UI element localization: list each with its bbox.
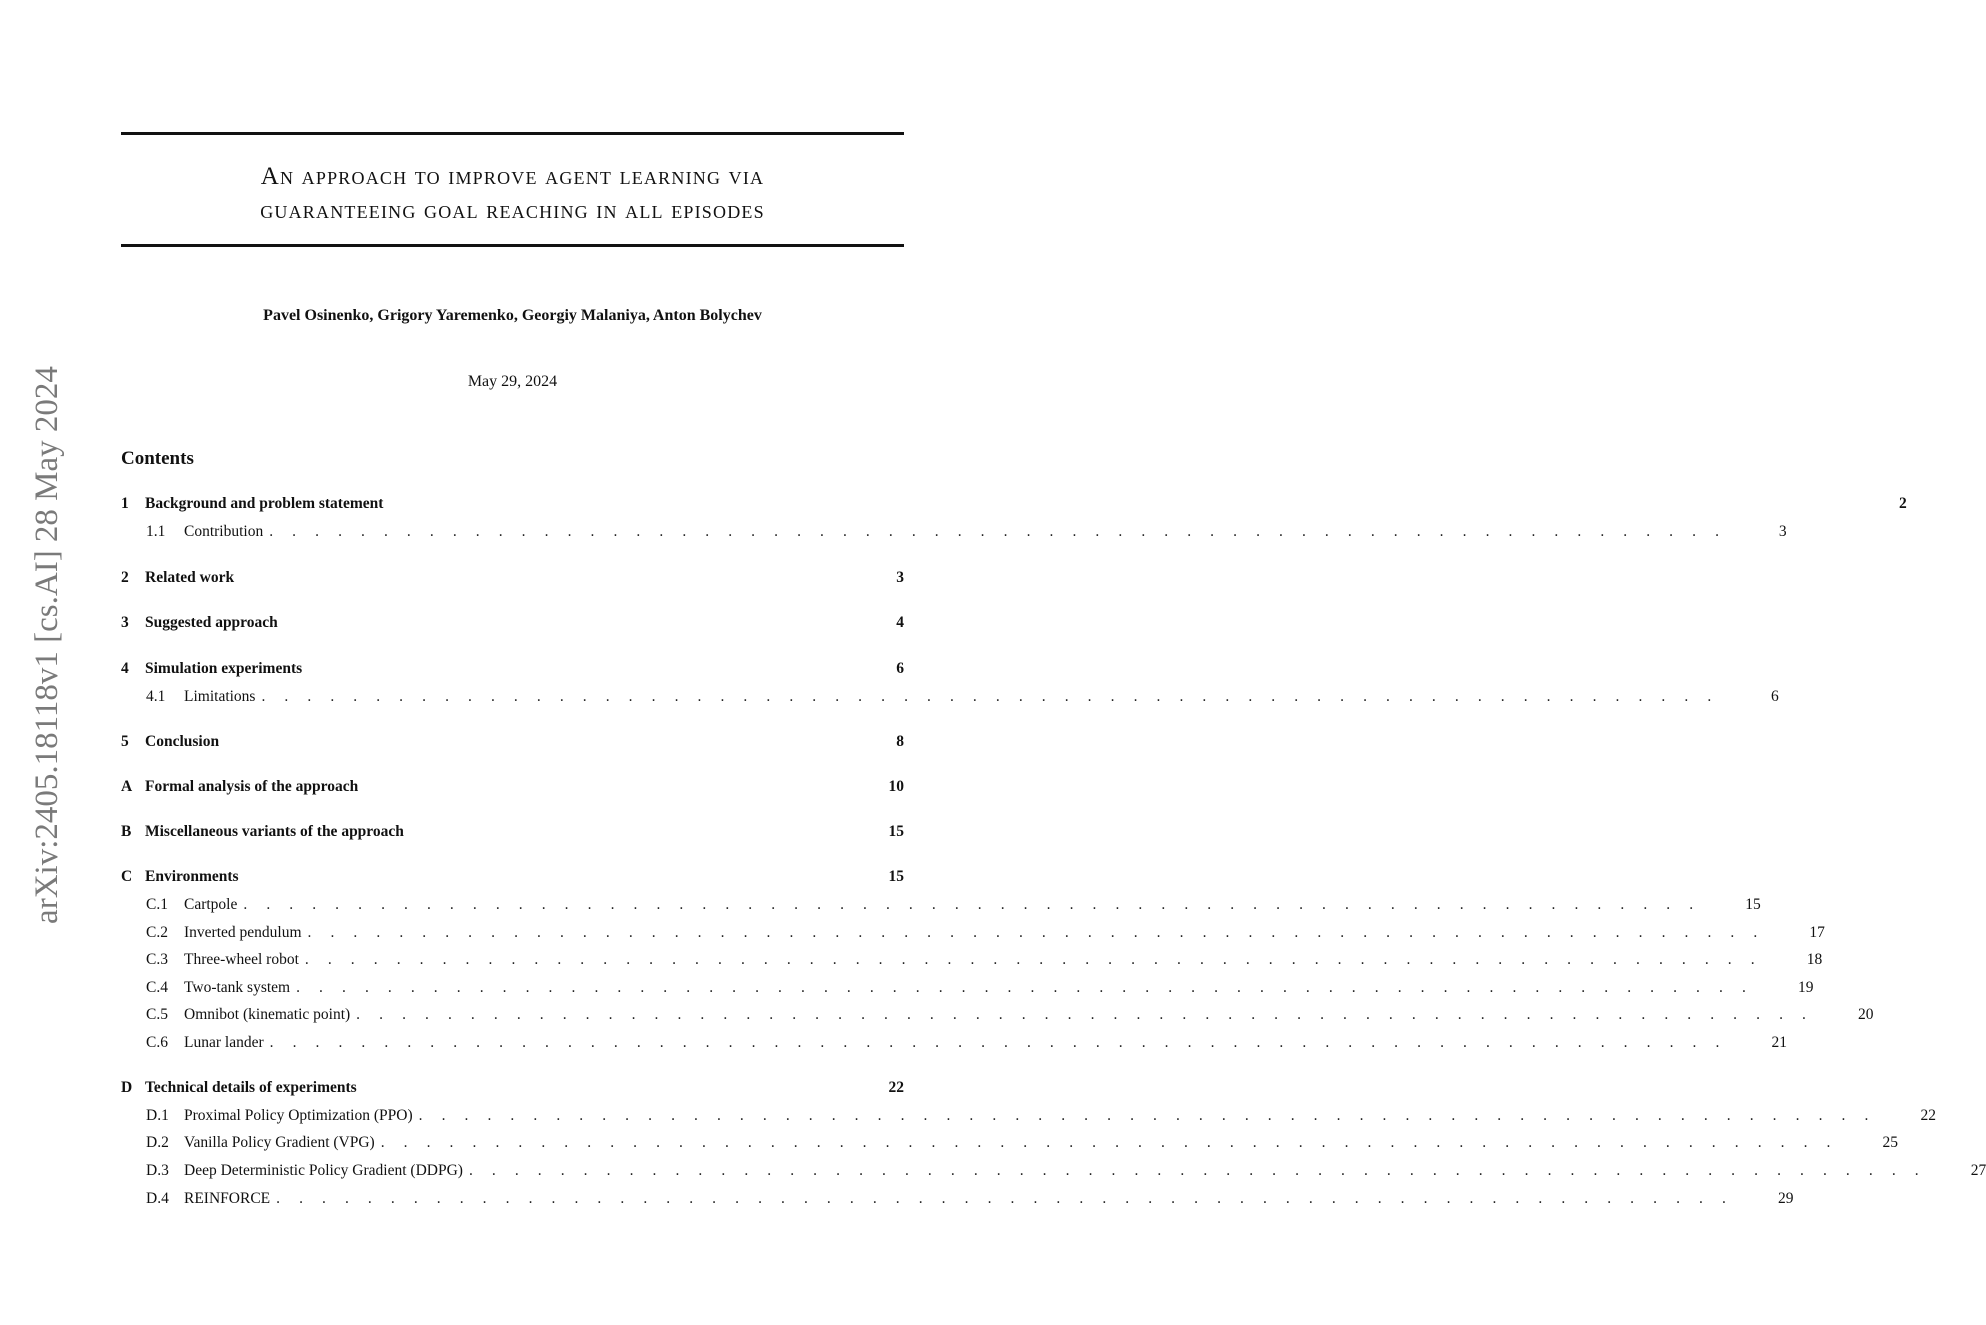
- toc-page: 27: [1970, 1162, 1986, 1179]
- toc-label: Three-wheel robot: [184, 951, 299, 968]
- toc-leader: . . . . . . . . . . . . . . . . . . . . . . . . . . . . . . . . . . . . . . . . . . . . . . . . . . . . . . . . . . . . . . . .: [380, 1134, 1839, 1151]
- toc-page: 22: [888, 1079, 904, 1096]
- toc-label: Two-tank system: [184, 979, 291, 996]
- toc-leader: . . . . . . . . . . . . . . . . . . . . . . . . . . . . . . . . . . . . . . . . . . . . . . . . . . . . . . . . . . . . . . . .: [243, 896, 1701, 913]
- toc-page: 25: [1882, 1134, 1899, 1151]
- toc-label: Omnibot (kinematic point): [184, 1006, 351, 1023]
- toc-label: Environments: [145, 868, 239, 885]
- toc-label: Related work: [145, 569, 235, 586]
- toc-page: 3: [1778, 523, 1787, 540]
- title-rule-top: [121, 132, 904, 135]
- toc-page: 8: [896, 733, 904, 750]
- toc-label: Contribution: [184, 523, 264, 540]
- toc-page: 15: [888, 823, 904, 840]
- toc-number: C: [121, 868, 133, 885]
- toc-page: 15: [1745, 896, 1761, 913]
- toc-entry[interactable]: [121, 1031, 1787, 1055]
- toc-leader: . . . . . . . . . . . . . . . . . . . . . . . . . . . . . . . . . . . . . . . . . . . . . . . . . . . . . . . . . . . . . . . .: [468, 1162, 1927, 1179]
- toc-entry[interactable]: [121, 657, 904, 681]
- toc-number: 4.1: [146, 688, 166, 705]
- toc-number: D: [121, 1079, 133, 1096]
- toc-entry[interactable]: [121, 1003, 1874, 1027]
- toc-page: 20: [1858, 1006, 1874, 1023]
- toc-entry[interactable]: [121, 1131, 1899, 1155]
- toc-number: C.2: [146, 924, 168, 941]
- toc-page: 22: [1920, 1107, 1936, 1124]
- toc-entry[interactable]: [121, 976, 1814, 1000]
- toc-entry[interactable]: [121, 1159, 1986, 1183]
- toc-leader: . . . . . . . . . . . . . . . . . . . . . . . . . . . . . . . . . . . . . . . . . . . . . . . . . . . . . . . . . . . . . . . .: [269, 523, 1727, 540]
- toc-number: 3: [121, 614, 129, 631]
- toc-entry[interactable]: [121, 520, 1787, 544]
- toc-leader: . . . . . . . . . . . . . . . . . . . . . . . . . . . . . . . . . . . . . . . . . . . . . . . . . . . . . . . . . . . . . . . .: [304, 951, 1763, 968]
- toc-label: Lunar lander: [184, 1034, 264, 1051]
- toc-leader: . . . . . . . . . . . . . . . . . . . . . . . . . . . . . . . . . . . . . . . . . . . . . . . . . . . . . . . . . . . . . . . .: [261, 688, 1719, 705]
- toc-number: 1.1: [146, 523, 166, 540]
- toc-number: C.1: [146, 896, 168, 913]
- toc-label: Limitations: [184, 688, 256, 705]
- arxiv-identifier: arXiv:2405.18118v1 [cs.AI] 28 May 2024: [29, 366, 65, 924]
- toc-entry[interactable]: [121, 948, 1823, 972]
- toc-number: 4: [121, 660, 129, 677]
- toc-label: Technical details of experiments: [145, 1079, 357, 1096]
- toc-number: 2: [121, 569, 129, 586]
- toc-entry[interactable]: [121, 730, 904, 754]
- toc-leader: . . . . . . . . . . . . . . . . . . . . . . . . . . . . . . . . . . . . . . . . . . . . . . . . . . . . . . . . . . . . . . . .: [307, 924, 1765, 941]
- toc-page: 15: [888, 868, 904, 885]
- toc-entry[interactable]: [121, 566, 904, 590]
- paper-title-line-2: guaranteeing goal reaching in all episodes: [260, 197, 765, 224]
- author-list: Pavel Osinenko, Grigory Yaremenko, Georgiy Malaniya, Anton Bolychev: [263, 307, 762, 324]
- toc-label: Deep Deterministic Policy Gradient (DDPG): [184, 1162, 463, 1179]
- toc-number: D.3: [146, 1162, 169, 1179]
- paper-title-line-1: An approach to improve agent learning via: [260, 163, 765, 190]
- toc-number: 5: [121, 733, 129, 750]
- paper-title: [121, 160, 904, 228]
- toc-number: A: [121, 778, 133, 795]
- toc-label: Proximal Policy Optimization (PPO): [184, 1107, 413, 1124]
- toc-entry[interactable]: [121, 611, 904, 635]
- toc-page: 6: [896, 660, 904, 677]
- toc-page: 18: [1806, 951, 1823, 968]
- toc-entry[interactable]: [121, 1104, 1936, 1128]
- toc-entry[interactable]: [121, 865, 904, 889]
- toc-leader: . . . . . . . . . . . . . . . . . . . . . . . . . . . . . . . . . . . . . . . . . . . . . . . . . . . . . . . . . . . . . . . .: [418, 1107, 1876, 1124]
- contents-heading: Contents: [121, 448, 194, 469]
- toc-entry[interactable]: [121, 1076, 904, 1100]
- toc-number: D.4: [146, 1190, 169, 1207]
- toc-entry[interactable]: [121, 1187, 1794, 1211]
- toc-leader: . . . . . . . . . . . . . . . . . . . . . . . . . . . . . . . . . . . . . . . . . . . . . . . . . . . . . . . . . . . . . . . .: [269, 1034, 1727, 1051]
- toc-label: Simulation experiments: [145, 660, 303, 677]
- toc-page: 2: [1899, 495, 1907, 512]
- toc-number: C.3: [146, 951, 168, 968]
- toc-label: Formal analysis of the approach: [145, 778, 359, 795]
- toc-label: Miscellaneous variants of the approach: [145, 823, 404, 840]
- toc-page: 4: [896, 614, 904, 631]
- toc-label: Suggested approach: [145, 614, 278, 631]
- toc-label: Inverted pendulum: [184, 924, 302, 941]
- toc-page: 29: [1777, 1190, 1794, 1207]
- toc-entry[interactable]: [121, 775, 904, 799]
- toc-entry[interactable]: [121, 893, 1761, 917]
- toc-page: 19: [1797, 979, 1814, 996]
- toc-leader: . . . . . . . . . . . . . . . . . . . . . . . . . . . . . . . . . . . . . . . . . . . . . . . . . . . . . . . . . . . . . . . .: [356, 1006, 1814, 1023]
- toc-page: 10: [888, 778, 904, 795]
- toc-entry[interactable]: [121, 492, 1907, 516]
- toc-number: D.1: [146, 1107, 169, 1124]
- toc-page: 6: [1771, 688, 1779, 705]
- toc-number: C.4: [146, 979, 168, 996]
- toc-number: B: [121, 823, 132, 840]
- toc-label: Cartpole: [184, 896, 238, 913]
- toc-label: Conclusion: [145, 733, 220, 750]
- title-rule-bottom: [121, 244, 904, 247]
- toc-label: REINFORCE: [184, 1190, 271, 1207]
- toc-number: 1: [121, 495, 129, 512]
- toc-leader: . . . . . . . . . . . . . . . . . . . . . . . . . . . . . . . . . . . . . . . . . . . . . . . . . . . . . . . . . . . . . . . .: [276, 1190, 1734, 1207]
- paper-date: May 29, 2024: [467, 373, 558, 390]
- toc-label: Vanilla Policy Gradient (VPG): [184, 1134, 375, 1151]
- toc-page: 21: [1771, 1034, 1787, 1051]
- toc-number: C.5: [146, 1006, 168, 1023]
- toc-entry[interactable]: [121, 685, 1779, 709]
- toc-entry[interactable]: [121, 921, 1825, 945]
- toc-page: 17: [1809, 924, 1825, 941]
- toc-number: C.6: [146, 1034, 168, 1051]
- toc-entry[interactable]: [121, 820, 904, 844]
- toc-leader: . . . . . . . . . . . . . . . . . . . . . . . . . . . . . . . . . . . . . . . . . . . . . . . . . . . . . . . . . . . . . . . .: [296, 979, 1754, 996]
- toc-page: 3: [896, 569, 904, 586]
- toc-number: D.2: [146, 1134, 169, 1151]
- toc-label: Background and problem statement: [145, 495, 384, 512]
